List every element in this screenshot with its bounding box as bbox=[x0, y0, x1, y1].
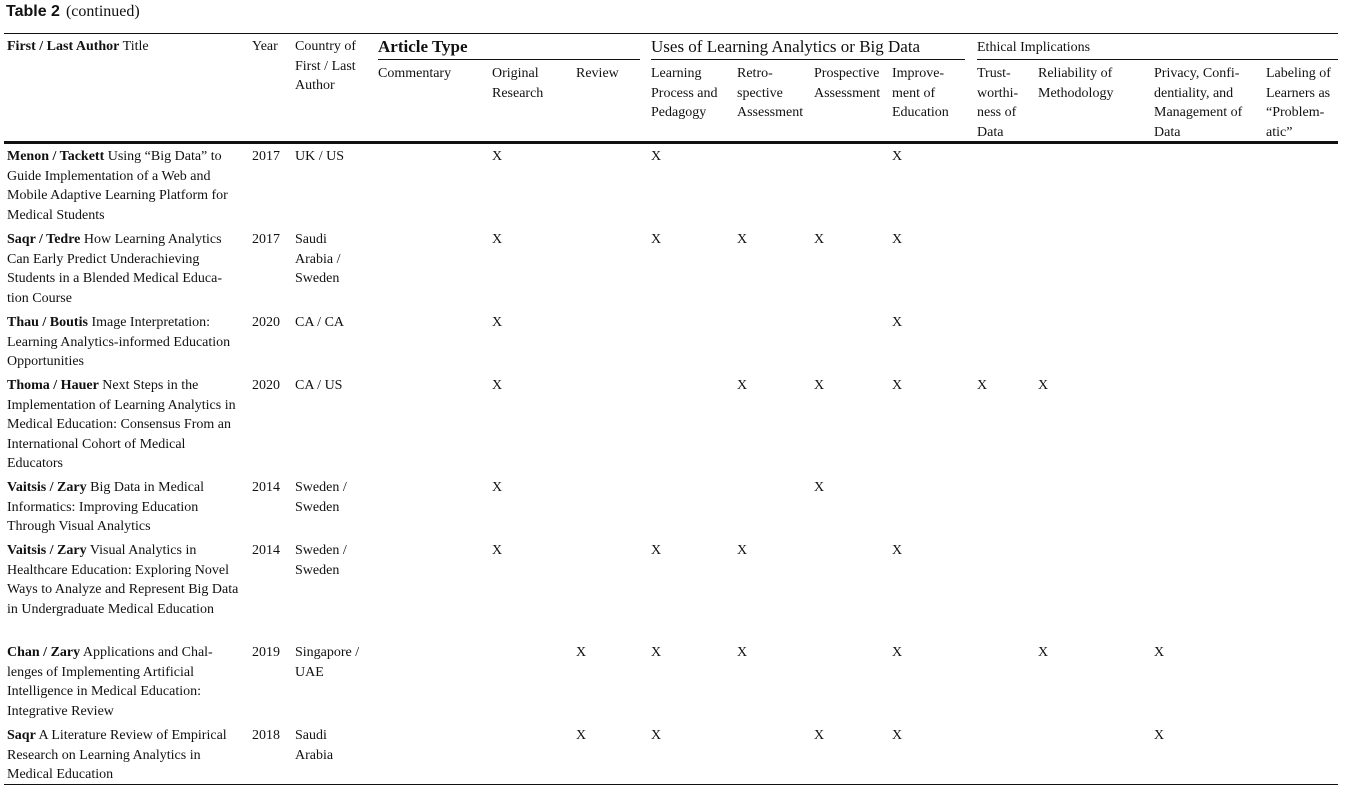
header-title-col bbox=[7, 37, 149, 57]
check-mark: X bbox=[892, 728, 903, 743]
check-mark: X bbox=[892, 315, 903, 330]
article-title: Image Interpretation: Learning Analytics-informed Education Opportunities bbox=[7, 315, 231, 370]
country-cell: Saudi Arabia / Sweden bbox=[295, 232, 341, 287]
author-names: Thoma / Hauer bbox=[7, 378, 99, 393]
article-title: Using “Big Data” to Guide Implementation of a Web and Mobile Adaptive Learning Platform for Medical Students bbox=[7, 149, 228, 223]
author-names: Saqr / Tedre bbox=[7, 232, 81, 247]
check-mark: X bbox=[576, 728, 587, 743]
author-names: Saqr bbox=[7, 728, 36, 743]
country-cell: CA / CA bbox=[295, 315, 345, 330]
article-title: How Learning Analytics Can Early Predict Underachieving Students in a Blended Medical Educa- tion Course bbox=[7, 232, 222, 306]
check-mark: X bbox=[737, 232, 748, 247]
col-learning-process: Learning Process and Pedagogy bbox=[651, 66, 718, 121]
check-mark: X bbox=[651, 645, 662, 660]
check-mark: X bbox=[1038, 645, 1049, 660]
year-cell: 2019 bbox=[252, 645, 280, 660]
title-cell bbox=[7, 726, 243, 785]
check-mark: X bbox=[814, 232, 825, 247]
title-cell bbox=[7, 376, 243, 474]
year-cell: 2020 bbox=[252, 315, 280, 330]
group-uses: Uses of Learning Analytics or Big Data bbox=[651, 37, 921, 56]
check-mark: X bbox=[492, 378, 503, 393]
col-improvement: Improve- ment of Education bbox=[892, 66, 949, 121]
year-cell: 2020 bbox=[252, 378, 280, 393]
check-mark: X bbox=[492, 149, 503, 164]
table-continued-note: (continued) bbox=[65, 3, 140, 20]
year-cell: 2017 bbox=[252, 149, 280, 164]
col-review: Review bbox=[576, 66, 619, 81]
article-title: A Literature Review of Empirical Research on Learning Analytics in Medical Education bbox=[7, 728, 227, 783]
check-mark: X bbox=[651, 232, 662, 247]
check-mark: X bbox=[892, 645, 903, 660]
check-mark: X bbox=[977, 378, 988, 393]
check-mark: X bbox=[576, 645, 587, 660]
check-mark: X bbox=[892, 378, 903, 393]
check-mark: X bbox=[814, 480, 825, 495]
check-mark: X bbox=[737, 543, 748, 558]
author-names: Menon / Tackett bbox=[7, 149, 105, 164]
top-rule bbox=[4, 33, 1338, 34]
title-cell bbox=[7, 478, 243, 537]
title-cell bbox=[7, 230, 243, 308]
country-cell: Sweden / Sweden bbox=[295, 480, 347, 515]
year-cell: 2017 bbox=[252, 232, 280, 247]
table-caption bbox=[6, 3, 140, 21]
uses-rule bbox=[651, 59, 965, 60]
header-year: Year bbox=[252, 39, 278, 54]
table-label: Table 2 bbox=[6, 3, 60, 20]
article-title: Applications and Chal- lenges of Implementing Artificial Intelligence in Medical Education: Integrative Review bbox=[7, 645, 213, 719]
year-cell: 2014 bbox=[252, 480, 280, 495]
title-cell bbox=[7, 541, 243, 619]
country-cell: CA / US bbox=[295, 378, 343, 393]
article-title: Visual Analytics in Healthcare Education: Exploring Novel Ways to Analyze and Represent Big Data in Undergraduate Medical Education bbox=[7, 543, 239, 617]
check-mark: X bbox=[651, 543, 662, 558]
country-cell: Saudi Arabia bbox=[295, 728, 334, 763]
check-mark: X bbox=[1154, 645, 1165, 660]
group-article-type: Article Type bbox=[378, 37, 468, 56]
header-country: Country of First / Last Author bbox=[295, 39, 357, 94]
col-original-research: Original Research bbox=[492, 66, 544, 101]
country-cell: Singapore / UAE bbox=[295, 645, 360, 680]
col-commentary: Commentary bbox=[378, 66, 452, 81]
col-labeling: Labeling of Learners as “Problem- atic” bbox=[1266, 66, 1331, 140]
col-retrospective: Retro- spective Assessment bbox=[737, 66, 804, 121]
check-mark: X bbox=[492, 480, 503, 495]
check-mark: X bbox=[492, 543, 503, 558]
check-mark: X bbox=[651, 728, 662, 743]
country-cell: Sweden / Sweden bbox=[295, 543, 347, 578]
check-mark: X bbox=[1038, 378, 1049, 393]
country-cell: UK / US bbox=[295, 149, 345, 164]
check-mark: X bbox=[651, 149, 662, 164]
header-author-label: First / Last Author bbox=[7, 39, 120, 54]
check-mark: X bbox=[814, 378, 825, 393]
title-cell bbox=[7, 313, 243, 372]
check-mark: X bbox=[892, 149, 903, 164]
ethics-rule bbox=[977, 59, 1338, 60]
title-cell bbox=[7, 643, 243, 721]
group-ethics: Ethical Implications bbox=[977, 40, 1091, 55]
check-mark: X bbox=[737, 378, 748, 393]
check-mark: X bbox=[892, 232, 903, 247]
header-rule bbox=[4, 141, 1338, 144]
author-names: Chan / Zary bbox=[7, 645, 81, 660]
col-prospective: Prospective Assessment bbox=[814, 66, 881, 101]
article-title: Big Data in Medical Informatics: Improving Education Through Visual Analytics bbox=[7, 480, 205, 535]
author-names: Vaitsis / Zary bbox=[7, 543, 87, 558]
title-cell bbox=[7, 147, 243, 225]
col-trustworthiness: Trust- worthi- ness of Data bbox=[977, 66, 1019, 140]
check-mark: X bbox=[737, 645, 748, 660]
author-names: Thau / Boutis bbox=[7, 315, 88, 330]
article-title: Next Steps in the Implementation of Learning Analytics in Medical Education: Consensus From an International Cohort of Medical Educators bbox=[7, 378, 236, 472]
article-type-rule bbox=[378, 59, 640, 60]
check-mark: X bbox=[492, 315, 503, 330]
col-privacy: Privacy, Confi- dentiality, and Management of Data bbox=[1154, 66, 1243, 140]
year-cell: 2014 bbox=[252, 543, 280, 558]
check-mark: X bbox=[492, 232, 503, 247]
check-mark: X bbox=[814, 728, 825, 743]
col-reliability: Reliability of Methodology bbox=[1038, 66, 1114, 101]
author-names: Vaitsis / Zary bbox=[7, 480, 87, 495]
header-title-label: Title bbox=[119, 39, 149, 54]
check-mark: X bbox=[1154, 728, 1165, 743]
check-mark: X bbox=[892, 543, 903, 558]
year-cell: 2018 bbox=[252, 728, 280, 743]
